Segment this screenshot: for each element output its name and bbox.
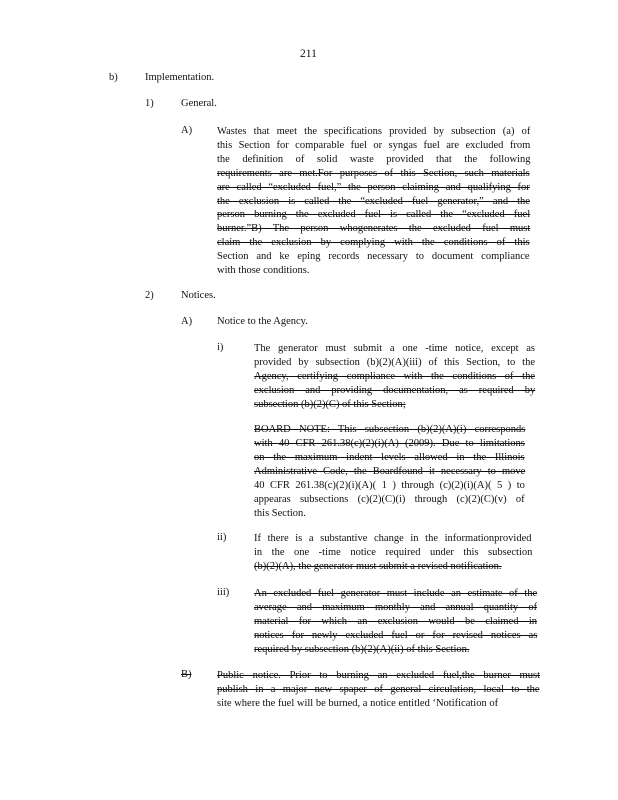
- text-line: Section and ke eping records necessary to document compliance: [217, 251, 530, 263]
- text-line: person burning the excluded fuel is called the “excluded fuel: [217, 209, 531, 221]
- item-1-title: General.: [181, 98, 217, 109]
- section-b-title: Implementation.: [145, 72, 215, 83]
- item-2B-label: B): [181, 669, 192, 680]
- text-line: site where the fuel will be burned, a notice entitled ‘Notification of: [217, 698, 499, 709]
- text-line: material for which an exclusion would be claimed in: [254, 616, 538, 627]
- text-line: notices for newly excluded fuel or for revised notices as: [254, 630, 538, 641]
- text-line: Public notice. Prior to burning an excluded fuel,the burner must: [217, 670, 540, 681]
- item-2Ai-label: i): [217, 342, 224, 353]
- item-2A-label: A): [181, 316, 193, 327]
- text-line: requirements are met.For purposes of this Section, such materials: [217, 167, 530, 179]
- text-line: 40 CFR 261.38(c)(2)(i)(A)( 1 ) through (c)(2)(i)(A)( 5 ) to: [254, 480, 525, 491]
- text-line: An excluded fuel generator must include an estimate of the: [254, 588, 538, 599]
- text-line: (b)(2)(A), the generator must submit a revised notification.: [254, 561, 502, 572]
- text-line: this Section.: [254, 508, 306, 519]
- item-2-label: 2): [145, 290, 154, 301]
- text-line: the exclusion is called the “excluded fuel generator,” and the: [217, 195, 530, 207]
- text-line: The generator must submit a one -time notice, except as: [254, 343, 536, 354]
- text-line: the definition of solid waste provided that the following: [217, 153, 531, 165]
- text-line: If there is a substantive change in the informationprovided: [254, 533, 532, 544]
- text-line: Administrative Code, the Boardfound it necessary to move: [254, 466, 526, 477]
- text-line: subsection (b)(2)(C) of this Section;: [254, 399, 406, 410]
- item-1-label: 1): [145, 98, 154, 109]
- text-line: burner.”B) The person whogenerates the excluded fuel must: [217, 223, 531, 235]
- text-line: this Section for comparable fuel or syngas fuel are excluded from: [217, 139, 531, 151]
- text-line: Wastes that meet the specifications provided by subsection (a) of: [217, 126, 531, 137]
- text-line: provided by subsection (b)(2)(A)(iii) of this Section, to the: [254, 357, 535, 368]
- text-line: BOARD NOTE: This subsection (b)(2)(A)(i) corresponds: [254, 424, 526, 435]
- item-1A-label: A): [181, 125, 193, 136]
- text-line: publish in a major new spaper of general circulation, local to the: [217, 684, 540, 695]
- text-line: average and maximum monthly and annual quantity of: [254, 602, 538, 613]
- text-line: appearas subsections (c)(2)(C)(i) through (c)(2)(C)(v) of: [254, 494, 525, 505]
- page-number: 211: [300, 48, 317, 60]
- text-line: on the maximum indent levels allowed in the Illinois: [254, 452, 525, 463]
- text-line: Agency, certifying compliance with the conditions of the: [254, 371, 535, 382]
- item-2-title: Notices.: [181, 290, 216, 301]
- text-line: claim the exclusion by complying with the conditions of this: [217, 237, 530, 249]
- item-2A-title: Notice to the Agency.: [217, 316, 308, 327]
- item-2Aiii-label: iii): [217, 587, 230, 598]
- item-2Aii-label: ii): [217, 532, 227, 543]
- section-b-label: b): [109, 72, 118, 83]
- text-line: in the one -time notice required under this subsection: [254, 547, 533, 558]
- text-line: with those conditions.: [217, 265, 310, 276]
- text-line: required by subsection (b)(2)(A)(ii) of this Section.: [254, 644, 470, 655]
- text-line: are called “excluded fuel,” the person claiming and qualifying for: [217, 181, 530, 193]
- text-line: exclusion and providing documentation, as required by: [254, 385, 536, 396]
- text-line: with 40 CFR 261.38(c)(2)(i)(A) (2009). Due to limitations: [254, 438, 525, 449]
